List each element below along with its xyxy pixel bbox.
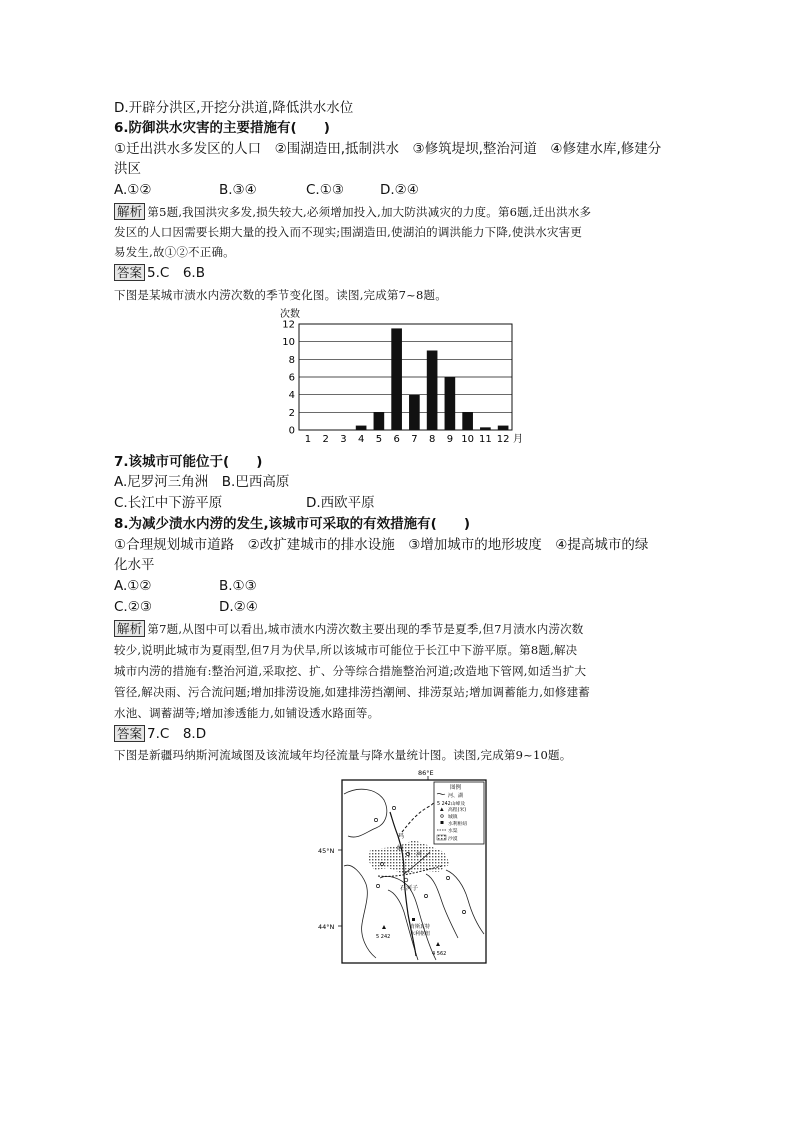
q5-option-d: D.开辟分洪区,开挖分洪道,降低洪水水位 [114,100,354,116]
q7-stem: 7.该城市可能位于( ) [114,454,263,470]
legend-item: 沙漠 [448,837,458,842]
hydro-marker [412,918,415,921]
q8-items-line2: 化水平 [114,557,155,573]
waterlogging-chart [276,306,526,448]
q6-option-d: D.②④ [380,182,419,198]
legend-item: 5 242山峰及 [437,802,466,807]
x-tick-label: 12 [496,434,510,445]
x-tick-label: 7 [411,434,418,445]
map-intro: 下图是新疆玛纳斯河流域图及该流域年均径流量与降水量统计图。读图,完成第9~10题。 [114,748,572,762]
bar-month-7 [409,395,420,430]
x-axis-label: 月 [513,434,523,445]
y-tick-label: 0 [288,425,295,437]
x-tick-label: 2 [322,434,329,445]
q6-stem: 6.防御洪水灾害的主要措施有( ) [114,120,330,136]
explain2-line3: 城市内涝的措施有:整治河道,采取挖、扩、分等综合措施整治河道;改造地下管网,如适当扩大 [114,664,587,678]
bar-month-5 [374,412,385,430]
q6-option-b: B.③④ [219,182,257,198]
legend-item: 水利枢纽 [448,822,468,827]
manas-river-map [318,766,488,966]
map-hydro-label2: 水利枢纽 [410,931,431,937]
y-tick-label: 4 [288,390,295,402]
map-peak1: 5 242 [376,934,391,940]
q6-items-line1: ①迁出洪水多发区的人口 ②围湖造田,抵制洪水 ③修筑堤坝,整治河道 ④修建水库,修建分 [114,141,662,157]
explain2-line2: 较少,说明此城市为夏雨型,但7月为伏旱,所以该城市可能位于长江中下游平原。第8题,解决 [114,643,578,657]
q7-options-ab: A.尼罗河三角洲 B.巴西高原 [114,474,290,490]
explain-tag: 解析 [114,620,145,637]
x-tick-label: 5 [375,434,383,445]
answer1-text: 5.C 6.B [147,265,205,281]
explain-tag: 解析 [114,203,145,220]
y-tick-label: 6 [288,372,295,384]
y-axis-label: 次数 [280,309,300,320]
bar-month-10 [462,412,473,430]
map-legend [434,782,484,844]
bar-month-11 [480,427,491,430]
map-peak2: 4 562 [432,951,447,957]
y-tick-label: 8 [288,354,295,366]
lat44-label: 44°N [318,923,335,931]
q7-option-c: C.长江中下游平原 [114,495,223,511]
x-tick-label: 6 [393,434,400,445]
map-label-na: 纳 [397,845,404,852]
explain2-line4: 管径,解决雨、污合流问题;增加排涝设施,如建排涝挡潮闸、排涝泵站;增加调蓄能力,如修建蓄 [114,685,591,699]
q8-items-line1: ①合理规划城市道路 ②改扩建城市的排水设施 ③增加城市的地形坡度 ④提高城市的绿 [114,537,649,553]
x-tick-label: 9 [446,434,454,445]
chart-intro: 下图是某城市渍水内涝次数的季节变化图。读图,完成第7~8题。 [114,288,447,302]
answer2-text: 7.C 8.D [147,726,207,742]
answer-tag: 答案 [114,264,145,281]
x-tick-label: 1 [304,434,312,445]
legend-item: 河、湖 [448,793,464,799]
q6-option-c: C.①③ [306,182,344,198]
x-tick-label: 3 [340,434,347,445]
lat45-label: 45°N [318,847,335,855]
legend-item: 水渠 [448,829,458,834]
explain2-line1 [114,620,584,638]
map-label-he: 河 [416,851,423,858]
map-label-ma: 玛 [398,833,405,840]
explain1-text1: 第5题,我国洪灾多发,损失较大,必须增加投入,加大防洪减灾的力度。第6题,迁出洪水多 [147,205,592,219]
x-tick-label: 4 [357,434,365,445]
answer-tag: 答案 [114,725,145,742]
x-tick-label: 8 [428,434,436,445]
explain1-line3: 易发生,故①②不正确。 [114,245,235,259]
answer2 [114,725,206,743]
explain1-line2: 发区的人口因需要长期大量的投入而不现实;围湖造田,使湖泊的调洪能力下降,使洪水灾害更 [114,225,583,239]
legend-title: 图例 [450,785,462,791]
y-tick-label: 10 [282,337,295,349]
bar-month-8 [427,351,438,431]
x-tick-label: 10 [461,434,474,445]
q8-option-d: D.②④ [219,599,258,615]
q8-option-b: B.①③ [219,578,257,594]
q6-items-line2: 洪区 [114,161,141,177]
legend-item: 高程(米) [448,808,467,813]
q8-option-c: C.②③ [114,599,152,615]
x-tick-label: 11 [479,434,492,445]
q7-option-d: D.西欧平原 [306,495,375,511]
explain1-line1 [114,203,591,221]
y-tick-label: 2 [288,407,295,419]
bar-month-6 [391,328,402,430]
q6-option-a: A.①② [114,182,152,198]
legend-item: 城镇 [448,815,458,820]
meridian-label: 86°E [418,769,434,777]
bar-month-12 [498,426,509,430]
bar-month-4 [356,426,367,430]
explain2-text1: 第7题,从图中可以看出,城市渍水内涝次数主要出现的季节是夏季,但7月渍水内涝次数 [147,622,584,636]
q8-stem: 8.为减少渍水内涝的发生,该城市可采取的有效措施有( ) [114,516,470,532]
y-tick-label: 12 [282,319,295,331]
map-label-shihezi: 石河子 [400,885,419,892]
map-hydro-label1: 肯斯瓦特 [410,924,431,930]
explain2-line5: 水池、调蓄湖等;增加渗透能力,如铺设透水路面等。 [114,706,380,720]
answer1 [114,264,205,282]
q8-option-a: A.①② [114,578,152,594]
bar-month-9 [445,377,456,430]
